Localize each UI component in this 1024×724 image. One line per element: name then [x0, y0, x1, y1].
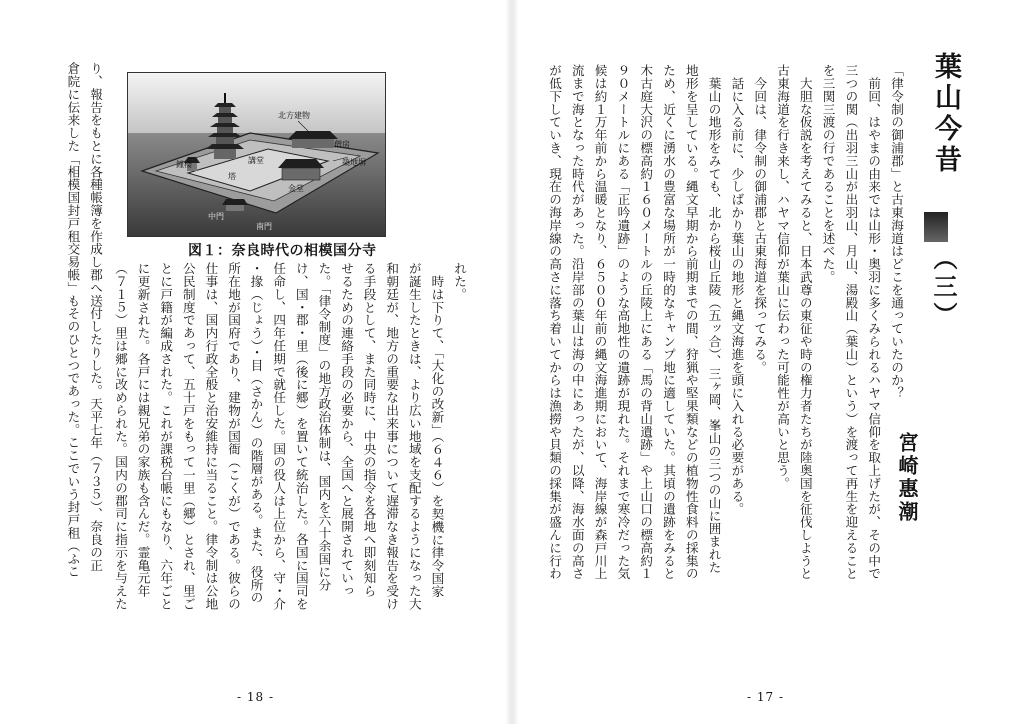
label-middle-gate: 中門	[208, 212, 224, 221]
article-part-number: （三）	[929, 246, 958, 330]
text-column: ９０メートルにある「正吟遺跡」のような高地性の遺跡が現れた。それまで寒冷だった気	[615, 64, 631, 580]
text-column: 候は約１万年前から温暖となり、６５００年前の縄文海進期において、海岸線が森戸川上	[592, 64, 608, 580]
text-column: 古東海道を行き来し、ハヤマ信仰が葉山に伝わった可能性が高いと思う。	[775, 64, 790, 490]
label-bath: 築地塀	[342, 158, 366, 167]
text-column: れた。	[452, 262, 467, 301]
article-title: 葉山今昔	[930, 52, 961, 176]
text-column: 大胆な仮説を考えてみると、日本武尊の東征や時の権力者たちが陸奥国を征伐しようと	[797, 64, 813, 580]
text-column: 今回は、律令制の御浦郡と古東海道を探ってみる。	[752, 64, 768, 374]
text-column: 流まで海となった時代があった。沿岸部の葉山は海の中にあったが、以降、海水面の高さ	[569, 64, 585, 580]
text-column: 地形を呈している。縄文早期から前期までの間、狩猟や堅果類などの植物性食料の採集の	[683, 64, 699, 580]
text-column: 木古庭大沢の標高約１６０メートルの丘陵上にある「馬の背山遺跡」や上山口の標高約１	[638, 64, 654, 580]
figure-caption: 図１：奈良時代の相模国分寺	[188, 243, 377, 259]
temple-compound-drawing	[128, 73, 385, 236]
page-number-right: - 17 -	[747, 690, 785, 704]
label-bell-tower: 鐘楼	[176, 160, 192, 169]
text-column: せるための連絡手段の必要から、全国へと展開されていっ	[339, 262, 354, 598]
text-column: 倉院に伝来した「相模国封戸租交易帳」もそのひとつであった。ここでいう封戸租（ふこ	[65, 62, 81, 578]
label-lecture-hall: 講堂	[248, 156, 264, 165]
text-column: とに戸籍が編成された。これが課税台帳にもなり、六年ごと	[158, 262, 174, 611]
text-column: 葉山の地形をみても、北から桜山丘陵（五ッ合）、三ヶ岡、峯山の三つの山に囲まれた	[706, 64, 722, 574]
label-corridor: 僧房	[334, 140, 350, 149]
text-column: 話に入る前に、少しばかり葉山の地形と縄文海進を頭に入れる必要がある。	[729, 64, 745, 516]
label-north-buildings: 北方建物	[278, 111, 310, 120]
text-column: 和朝廷が、地方の重要な出来事について遅滞なき報告を受け	[384, 262, 400, 611]
kokubunji-illustration	[127, 72, 386, 237]
text-column: ため、近くに湧水の豊富な場所が一時的なキャンプ地に適していた。其頃の遺跡をみると	[661, 64, 676, 580]
page-number-left: - 18 -	[237, 690, 275, 704]
text-column: 時は下りて、「大化の改新」（６４６）を契機に律令国家	[429, 262, 445, 598]
text-column: 三つの関（出羽三山が出羽山、月山、湯殿山（葉山）という）を渡って再生を迎えること	[843, 64, 859, 580]
article-author: 宮崎惠潮	[895, 432, 919, 524]
text-column: 所在地が国府であり、建物が国衙（こくが）である。彼らの	[226, 262, 241, 611]
text-column: ・掾（じょう）・目（さかん）の階層がある。また、役所の	[248, 262, 264, 604]
text-column: に更新された。各戸には親兄弟の家族も含んだ。霊亀元年	[135, 262, 151, 598]
text-column: が低下していき、現在の海岸線の高さに落ち着いてからは漁撈や貝類の採集が盛んに行わ	[547, 64, 562, 580]
text-column: る手段として、また同時に、中央の指令を各地へ即刻知ら	[361, 262, 377, 598]
text-column: け、国・郡・里（後に郷）を置いて統治した。各国に国司を	[293, 262, 309, 611]
text-column: 「律令制の御浦郡」と古東海道はどこを通っていたのか？	[889, 64, 904, 400]
label-golden-hall: 金堂	[288, 184, 304, 193]
text-column: を三関三渡の行であることを述べた。	[820, 64, 836, 284]
right-page	[512, 0, 1024, 724]
label-south-gate: 南門	[256, 222, 272, 231]
text-column: 前回、はやまの由来では山形・奥羽に多くみられるハヤマ信仰を取上げたが、その中で	[866, 64, 882, 580]
text-column: が誕生したときは、より広い地域を支配するようになった大	[406, 262, 422, 611]
title-accent-bar	[924, 212, 948, 242]
text-column: 公民制度であって、五十戸をもって一里（郷）とされ、里ご	[180, 262, 196, 611]
text-column: 仕事は、国内行政全般と治安維持に当ること。律令制は公地	[203, 262, 219, 611]
text-column: 任命し、四年任期で就任した。国の役人は上位から、守・介	[271, 262, 287, 611]
text-column: り、報告をもとに各種帳簿を作成し郡へ送付したりした。天平七年（７３５）、奈良の正	[88, 62, 103, 572]
label-tower: 塔	[228, 172, 236, 181]
text-column: た。「律令制度」の地方政治体制は、国内を六十余国に分	[316, 262, 332, 592]
text-column: （７１５）里は郷に改められた。国内の郡司に指示を与えた	[113, 262, 128, 611]
